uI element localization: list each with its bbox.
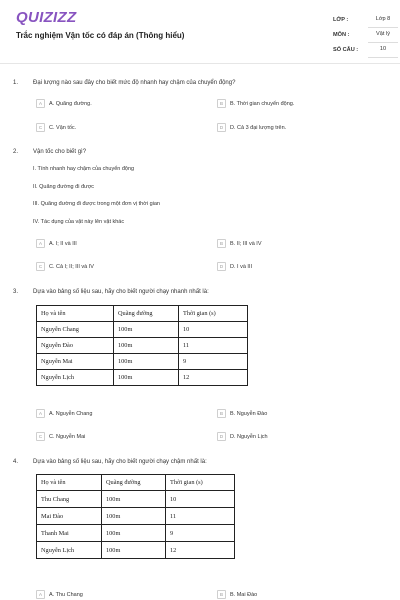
question-2-option-b[interactable] [217,238,261,249]
meta-class-value: Lớp 8 [368,16,398,28]
option-letter-box: A [36,239,45,248]
option-text: D. I và III [230,263,253,270]
meta-class [333,16,391,23]
question-2-statement-1: I. Tính nhanh hay chậm của chuyển động [33,166,135,172]
meta-subject [333,31,390,38]
table-cell: Thu Chang [37,491,102,508]
option-letter-box: D [217,262,226,271]
question-2-option-d[interactable] [217,261,252,272]
table-cell: 100m [114,370,179,386]
table-cell: Nguyễn Đào [37,338,114,354]
question-4-number: 4. [13,459,19,465]
question-1-option-c[interactable] [36,122,76,133]
table-cell: 10 [166,491,235,508]
question-3-option-b[interactable] [217,408,267,419]
meta-count [333,46,387,53]
table-row [37,508,235,525]
worksheet-header [0,0,400,62]
table-cell: 100m [102,508,166,525]
question-4-text: Dựa vào bảng số liệu sau, hãy cho biết người chạy chậm nhất là: [33,459,207,465]
question-1-option-d[interactable] [217,122,286,133]
quizizz-logo: QUIZIZZ [16,9,77,26]
question-1-number: 1. [13,80,19,86]
table-cell: Thanh Mai [37,525,102,542]
table-cell: 100m [102,542,166,559]
table-header-cell: Thời gian (s) [166,475,235,491]
question-2-statement-4: IV. Tác dụng của vật này lên vật khác [33,219,125,225]
option-letter-box: B [217,590,226,599]
question-4-option-b[interactable] [217,589,257,600]
table-cell: Nguyễn Lịch [37,370,114,386]
table-row [37,542,235,559]
option-letter-box: B [217,239,226,248]
question-2-option-c[interactable] [36,261,94,272]
table-header-row [37,475,235,491]
table-row [37,370,248,386]
meta-count-label: SỐ CÂU : [333,47,359,53]
table-cell: 100m [114,354,179,370]
option-text: B. Thời gian chuyển động. [230,100,295,107]
question-3-number: 3. [13,289,19,295]
table-cell: 100m [114,322,179,338]
table-header-cell: Họ và tên [37,306,114,322]
table-row [37,322,248,338]
option-text: C. Nguyễn Mai [49,433,86,440]
option-text: A. Quãng đường. [49,100,92,107]
table-cell: 10 [179,322,248,338]
option-letter-box: D [217,432,226,441]
question-2-number: 2. [13,149,19,155]
option-text: C. Cả I; II; III và IV [49,263,94,270]
question-4-option-a[interactable] [36,589,83,600]
table-cell: 100m [114,338,179,354]
option-letter-box: A [36,99,45,108]
question-2-statement-3: III. Quãng đường đi được trong một đơn vị thời gian [33,201,160,207]
header-divider [0,63,400,64]
question-1-option-a[interactable] [36,98,92,109]
question-3-option-a[interactable] [36,408,92,419]
table-cell: Nguyễn Lịch [37,542,102,559]
option-letter-box: B [217,409,226,418]
table-cell: 12 [179,370,248,386]
table-header-cell: Quãng đường [102,475,166,491]
question-1-option-b[interactable] [217,98,294,109]
option-letter-box: A [36,590,45,599]
option-text: D. Cả 3 đại lượng trên. [230,124,287,131]
option-text: B. Mai Đào [230,591,258,598]
table-row [37,525,235,542]
table-row [37,354,248,370]
table-cell: Mai Đào [37,508,102,525]
meta-count-value: 10 [368,46,398,58]
meta-class-label: LỚP : [333,17,349,23]
option-letter-box: A [36,409,45,418]
table-cell: 100m [102,525,166,542]
table-cell: 11 [166,508,235,525]
table-header-cell: Họ và tên [37,475,102,491]
table-cell: 9 [166,525,235,542]
question-3-option-d[interactable] [217,431,268,442]
table-header-cell: Thời gian (s) [179,306,248,322]
question-2-text: Vận tốc cho biết gì? [33,149,87,155]
option-text: D. Nguyễn Lịch [230,433,268,440]
option-text: A. Nguyễn Chang [49,410,93,417]
option-text: B. Nguyễn Đào [230,410,268,417]
option-letter-box: C [36,123,45,132]
worksheet-title: Trắc nghiệm Vận tốc có đáp án (Thông hiểu) [16,31,185,40]
table-cell: 100m [102,491,166,508]
question-3-table [36,305,248,386]
table-cell: Nguyễn Mai [37,354,114,370]
question-1-text: Đại lượng nào sau đây cho biết mức độ nhanh hay chậm của chuyển động? [33,80,236,86]
table-cell: 9 [179,354,248,370]
table-cell: 12 [166,542,235,559]
table-cell: 11 [179,338,248,354]
option-text: A. I; II và III [49,240,77,247]
table-row [37,491,235,508]
question-3-option-c[interactable] [36,431,85,442]
option-text: B. II; III và IV [230,240,262,247]
option-text: A. Thu Chang [49,591,83,598]
option-text: C. Vận tốc. [49,124,77,131]
table-row [37,338,248,354]
question-4-table [36,474,235,559]
meta-subject-value: Vật lý [368,31,398,43]
table-header-cell: Quãng đường [114,306,179,322]
option-letter-box: C [36,262,45,271]
option-letter-box: D [217,123,226,132]
option-letter-box: C [36,432,45,441]
option-letter-box: B [217,99,226,108]
table-header-row [37,306,248,322]
question-2-option-a[interactable] [36,238,77,249]
meta-subject-label: MÔN : [333,32,350,38]
table-cell: Nguyễn Chang [37,322,114,338]
question-2-statement-2: II. Quãng đường đi được [33,184,95,190]
question-3-text: Dựa vào bảng số liệu sau, hãy cho biết người chạy nhanh nhất là: [33,289,209,295]
